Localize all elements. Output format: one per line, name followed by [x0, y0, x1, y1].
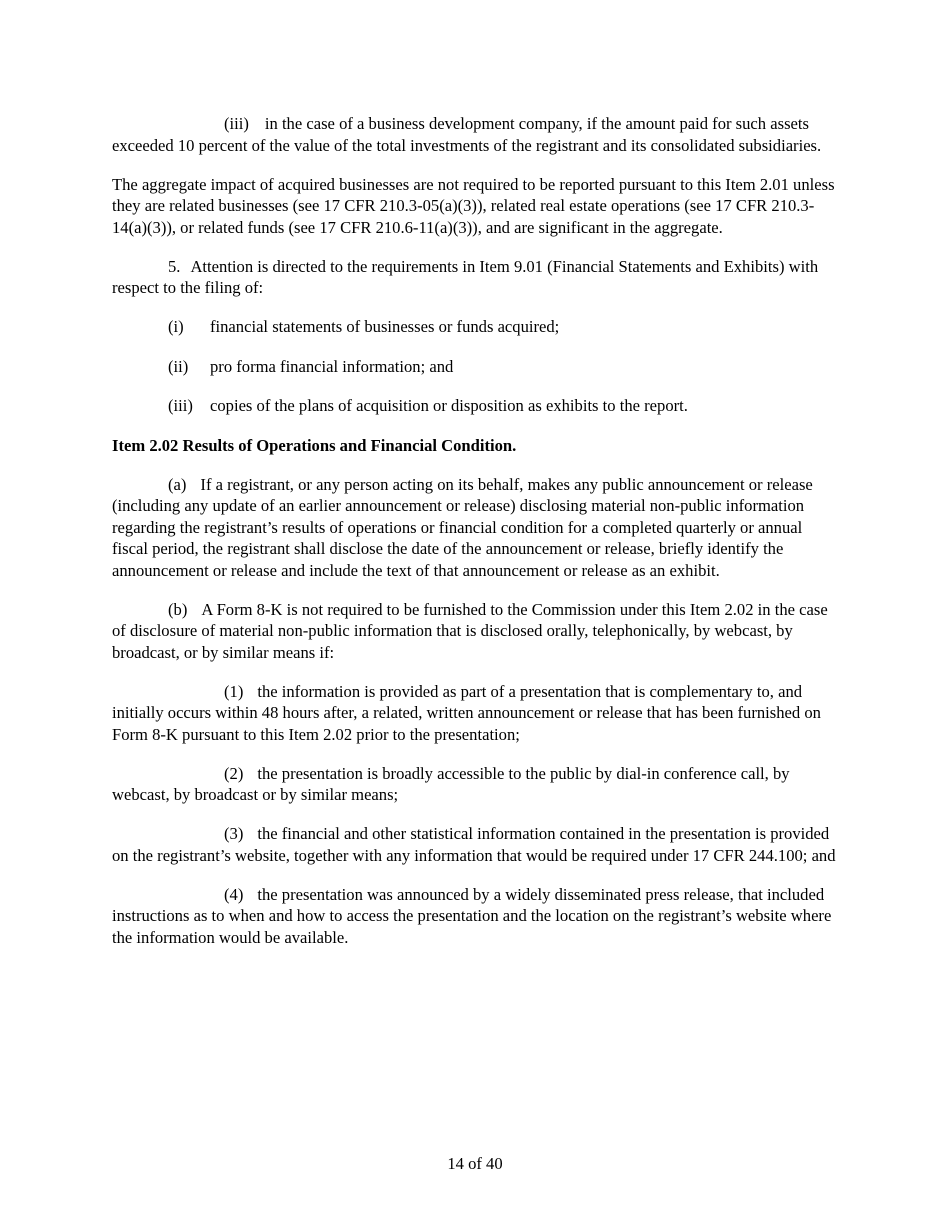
paragraph-label: (4) — [224, 884, 244, 904]
paragraph-text: the financial and other statistical information contained in the presentation is provided on the registrant’s website, together with any information that would be required under 17 CFR 244.100; and — [112, 824, 836, 865]
paragraph-text: Attention is directed to the requirements in Item 9.01 (Financial Statements and Exhibits) with respect to the filing of: — [112, 256, 819, 297]
paragraph-label: (a) — [168, 474, 187, 494]
paragraph-text: If a registrant, or any person acting on its behalf, makes any public announcement or release (including any update of an earlier announcement or release) disclosing material non-public information regarding the registrant’s results of operations or financial condition for a completed quarterly or annual fiscal period, the registrant shall disclose the date of the announcement or release, briefly identify the announcement or release and include the text of that announcement or release as an exhibit. — [112, 474, 813, 580]
paragraph-iii-business-development — [112, 113, 842, 156]
paragraph-sub-3 — [112, 823, 842, 866]
paragraph-label: (iii) — [224, 114, 249, 133]
list-item — [112, 356, 842, 378]
paragraph-sub-1 — [112, 681, 842, 746]
paragraph-b — [112, 599, 842, 664]
paragraph-sub-4 — [112, 884, 842, 949]
document-body — [112, 113, 842, 966]
list-item-text: financial statements of businesses or funds acquired; — [210, 317, 560, 336]
paragraph-label: (3) — [224, 824, 244, 843]
section-heading: Item 2.02 Results of Operations and Financial Condition. — [112, 435, 517, 455]
paragraph-label: (1) — [224, 681, 244, 701]
list-item-text: copies of the plans of acquisition or disposition as exhibits to the report. — [210, 396, 688, 415]
paragraph-text: the information is provided as part of a presentation that is complementary to, and initially occurs within 48 hours after, a related, written announcement or release that has been furnished on Form 8-K pursuant to this Item 2.02 prior to the presentation; — [112, 681, 821, 744]
page-number: 14 of 40 — [447, 1154, 503, 1173]
paragraph-text: the presentation was announced by a widely disseminated press release, that included instructions as to when and how to access the presentation and the location on the registrant’s website where the information would be available. — [112, 884, 832, 947]
list-item-label: (ii) — [168, 356, 189, 376]
paragraph-label: 5. — [168, 256, 181, 276]
paragraph-label: (b) — [168, 599, 188, 619]
paragraph-sub-2 — [112, 763, 842, 806]
paragraph-text: the presentation is broadly accessible to the public by dial-in conference call, by webcast, by broadcast or by similar means; — [112, 763, 790, 804]
list-item-label: (i) — [168, 317, 184, 336]
paragraph-attention — [112, 256, 842, 299]
list-item-label: (iii) — [168, 396, 193, 415]
paragraph-a — [112, 474, 842, 582]
list-item-text: pro forma financial information; and — [210, 356, 454, 376]
paragraph-text: in the case of a business development company, if the amount paid for such assets exceeded 10 percent of the value of the total investments of the registrant and its consolidated subsidiaries. — [112, 114, 822, 155]
list-item — [112, 316, 842, 338]
paragraph-label: (2) — [224, 763, 244, 783]
paragraph-text: A Form 8-K is not required to be furnished to the Commission under this Item 2.02 in the case of disclosure of material non-public information that is disclosed orally, telephonically, by webcast, by broadcast, or by similar means if: — [112, 599, 828, 662]
paragraph-aggregate-impact: The aggregate impact of acquired businesses are not required to be reported pursuant to this Item 2.01 unless they are related businesses (see 17 CFR 210.3-05(a)(3)), related real estate operations (see 17 CFR 210.3-14(a)(3)), or related funds (see 17 CFR 210.6-11(a)(3)), and are significant in the aggregate. — [112, 174, 835, 237]
list-item — [112, 395, 842, 417]
